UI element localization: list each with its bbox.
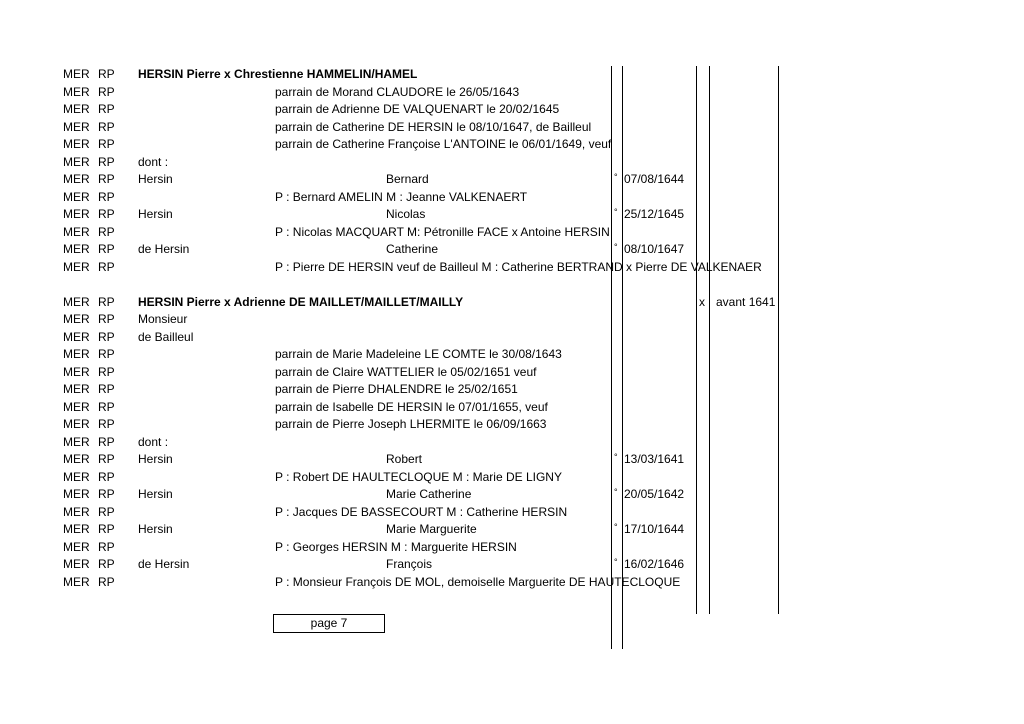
marriage-mark: x (699, 294, 705, 309)
record-type: RP (98, 399, 115, 414)
child-name: Catherine (386, 242, 439, 256)
record-type: RP (98, 522, 115, 536)
register-row (0, 539, 1024, 556)
register-row (0, 241, 1024, 258)
record-type: RP (98, 189, 115, 204)
record-type: RP (98, 119, 115, 134)
godparent-entry: P : Jacques DE BASSECOURT M : Catherine HERSIN (275, 504, 568, 519)
godparent-entry: parrain de Catherine DE HERSIN le 08/10/1647, de Bailleul (275, 119, 592, 134)
record-type: RP (98, 207, 115, 221)
parish-code: MER (63, 504, 90, 519)
godparent-entry: parrain de Adrienne DE VALQUENART le 20/02/1645 (275, 102, 560, 116)
baptism-mark: ° (614, 522, 618, 532)
register-row (0, 574, 1024, 591)
column-rule (622, 66, 623, 649)
parish-code: MER (63, 347, 90, 361)
baptism-mark: ° (614, 172, 618, 182)
parish-code: MER (63, 452, 90, 466)
register-row (0, 556, 1024, 573)
register-row (0, 84, 1024, 101)
page-number: page 7 (310, 616, 348, 630)
record-type: RP (98, 364, 115, 379)
record-type: RP (98, 487, 115, 501)
record-type: RP (98, 504, 115, 519)
parish-code: MER (63, 102, 90, 116)
baptism-mark: ° (614, 557, 618, 567)
register-row (0, 399, 1024, 416)
register-row (0, 206, 1024, 223)
marriage-date: avant 1641 (716, 294, 776, 309)
register-row (0, 434, 1024, 451)
godparent-entry: P : Georges HERSIN M : Marguerite HERSIN (275, 539, 517, 554)
register-row (0, 504, 1024, 521)
record-type: RP (98, 434, 115, 449)
register-row (0, 189, 1024, 206)
parish-code: MER (63, 259, 90, 274)
record-type: RP (98, 312, 115, 326)
record-type: RP (98, 84, 115, 99)
parish-code: MER (63, 84, 90, 99)
child-name: François (386, 557, 433, 571)
main-entry: Hersin (138, 207, 173, 221)
register-row (0, 259, 1024, 276)
godparent-entry: P : Nicolas MACQUART M: Pétronille FACE x Antoine HERSIN (275, 224, 610, 239)
godparent-entry: parrain de Marie Madeleine LE COMTE le 30/08/1643 (275, 347, 562, 361)
godparent-entry: parrain de Pierre Joseph LHERMITE le 06/09/1663 (275, 417, 547, 431)
parish-code: MER (63, 417, 90, 431)
baptism-date: 13/03/1641 (624, 452, 685, 466)
parish-code: MER (63, 522, 90, 536)
parish-code: MER (63, 312, 90, 326)
child-name: Nicolas (386, 207, 426, 221)
register-row (0, 101, 1024, 118)
baptism-mark: ° (614, 487, 618, 497)
register-row (0, 154, 1024, 171)
child-name: Marie Marguerite (386, 522, 477, 536)
page-number-box (273, 614, 385, 633)
register-row (0, 119, 1024, 136)
parish-code: MER (63, 207, 90, 221)
child-name: Robert (386, 452, 423, 466)
parish-code: MER (63, 67, 90, 81)
parish-code: MER (63, 119, 90, 134)
main-entry: Hersin (138, 172, 173, 186)
baptism-date: 07/08/1644 (624, 172, 685, 186)
baptism-mark: ° (614, 242, 618, 252)
parish-code: MER (63, 364, 90, 379)
parish-code: MER (63, 224, 90, 239)
record-type: RP (98, 102, 115, 116)
main-entry: Monsieur (138, 312, 188, 326)
register-row (0, 486, 1024, 503)
main-entry: de Hersin (138, 557, 190, 571)
register-row (0, 521, 1024, 538)
record-type: RP (98, 382, 115, 396)
godparent-entry: P : Monsieur François DE MOL, demoiselle Marguerite DE HAUTECLOQUE (275, 574, 681, 589)
godparent-entry: P : Robert DE HAULTECLOQUE M : Marie DE LIGNY (275, 469, 562, 484)
register-row (0, 136, 1024, 153)
parish-code: MER (63, 574, 90, 589)
register-row (0, 224, 1024, 241)
parish-code: MER (63, 154, 90, 169)
column-rule (611, 66, 612, 649)
register-row (0, 171, 1024, 188)
godparent-entry: parrain de Isabelle DE HERSIN le 07/01/1655, veuf (275, 399, 548, 414)
parish-code: MER (63, 539, 90, 554)
record-type: RP (98, 452, 115, 466)
baptism-date: 16/02/1646 (624, 557, 685, 571)
record-type: RP (98, 329, 115, 344)
baptism-date: 08/10/1647 (624, 242, 685, 256)
parish-code: MER (63, 382, 90, 396)
child-name: Marie Catherine (386, 487, 472, 501)
main-entry: dont : (138, 154, 169, 169)
parish-code: MER (63, 469, 90, 484)
record-type: RP (98, 67, 115, 81)
main-entry: HERSIN Pierre x Chrestienne HAMMELIN/HAMEL (138, 67, 418, 81)
parish-code: MER (63, 242, 90, 256)
register-row (0, 346, 1024, 363)
baptism-date: 20/05/1642 (624, 487, 685, 501)
main-entry: HERSIN Pierre x Adrienne DE MAILLET/MAILLET/MAILLY (138, 294, 464, 309)
godparent-entry: parrain de Morand CLAUDORE le 26/05/1643 (275, 84, 520, 99)
parish-code: MER (63, 434, 90, 449)
register-row (0, 364, 1024, 381)
register-row (0, 416, 1024, 433)
baptism-date: 17/10/1644 (624, 522, 685, 536)
register-row (0, 451, 1024, 468)
record-type: RP (98, 154, 115, 169)
godparent-entry: P : Pierre DE HERSIN veuf de Bailleul M : Catherine BERTRAND x Pierre DE VALKENAER (275, 259, 762, 274)
parish-code: MER (63, 172, 90, 186)
register-row (0, 311, 1024, 328)
baptism-mark: ° (614, 207, 618, 217)
record-type: RP (98, 137, 115, 151)
register-row (0, 329, 1024, 346)
record-type: RP (98, 224, 115, 239)
parish-code: MER (63, 294, 90, 309)
parish-code: MER (63, 329, 90, 344)
record-type: RP (98, 294, 115, 309)
baptism-date: 25/12/1645 (624, 207, 685, 221)
column-rule (709, 66, 710, 614)
main-entry: de Bailleul (138, 329, 194, 344)
column-rule (778, 66, 779, 614)
child-name: Bernard (386, 172, 429, 186)
main-entry: Hersin (138, 487, 173, 501)
godparent-entry: parrain de Claire WATTELIER le 05/02/1651 veuf (275, 364, 537, 379)
parish-code: MER (63, 399, 90, 414)
parish-code: MER (63, 137, 90, 151)
record-type: RP (98, 347, 115, 361)
record-type: RP (98, 242, 115, 256)
column-rule (696, 66, 697, 614)
record-type: RP (98, 557, 115, 571)
parish-code: MER (63, 557, 90, 571)
record-type: RP (98, 172, 115, 186)
main-entry: Hersin (138, 452, 173, 466)
register-row (0, 66, 1024, 83)
main-entry: dont : (138, 434, 169, 449)
godparent-entry: parrain de Pierre DHALENDRE le 25/02/1651 (275, 382, 518, 396)
record-type: RP (98, 539, 115, 554)
record-type: RP (98, 469, 115, 484)
parish-code: MER (63, 189, 90, 204)
godparent-entry: parrain de Catherine Françoise L'ANTOINE le 06/01/1649, veuf (275, 137, 612, 151)
register-row (0, 276, 1024, 293)
main-entry: de Hersin (138, 242, 190, 256)
record-type: RP (98, 574, 115, 589)
parish-code: MER (63, 487, 90, 501)
record-type: RP (98, 417, 115, 431)
baptism-mark: ° (614, 452, 618, 462)
record-type: RP (98, 259, 115, 274)
register-row (0, 469, 1024, 486)
register-row (0, 294, 1024, 311)
register-row (0, 381, 1024, 398)
main-entry: Hersin (138, 522, 173, 536)
godparent-entry: P : Bernard AMELIN M : Jeanne VALKENAERT (275, 189, 528, 204)
